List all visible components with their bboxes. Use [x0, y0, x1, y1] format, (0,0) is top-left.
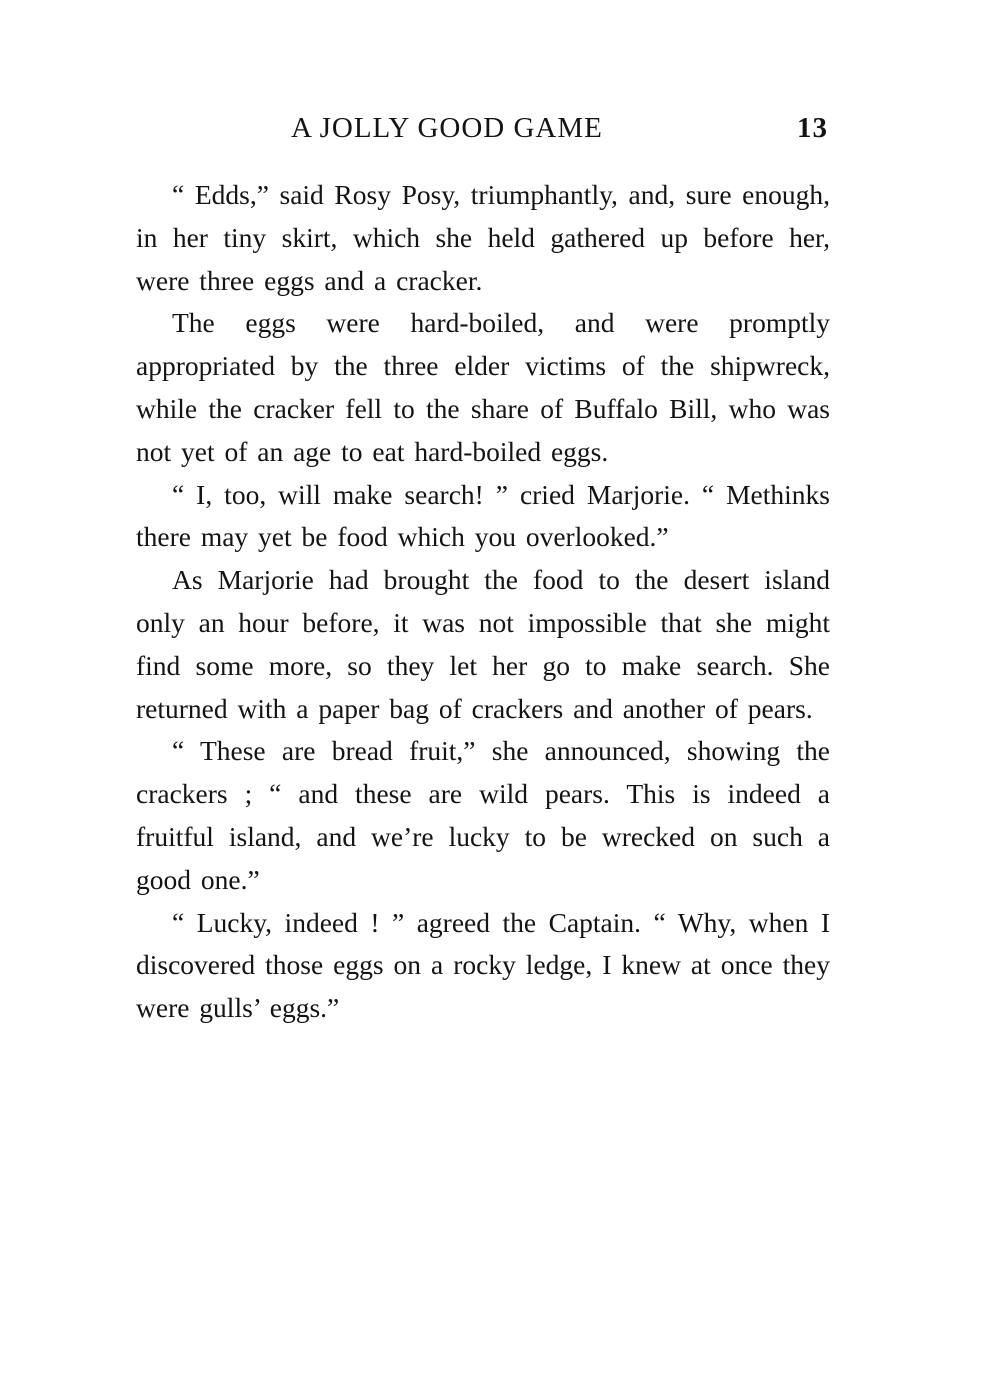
running-title: A JOLLY GOOD GAME — [291, 112, 603, 144]
page-number: 13 — [797, 112, 828, 144]
paragraph: “ I, too, will make search! ” cried Marjorie. “ Methinks there may yet be food which you overlooked.” — [136, 478, 830, 553]
body-text — [136, 174, 830, 1030]
paragraph: “ These are bread fruit,” she announced, showing the crackers ; “ and these are wild pears. This is indeed a fruitful island, and we’re lucky to be wrecked on such a good one.” — [136, 735, 830, 895]
book-page — [136, 108, 830, 1030]
paragraph: As Marjorie had brought the food to the desert island only an hour before, it was not impossible that she might find some more, so they let her go to make search. She returned with a paper bag of crackers and another of pears. — [136, 564, 830, 724]
running-header — [136, 108, 830, 158]
paragraph: “ Edds,” said Rosy Posy, triumphantly, and, sure enough, in her tiny skirt, which she held gathered up before her, were three eggs and a cracker. — [136, 179, 830, 296]
paragraph: The eggs were hard-boiled, and were promptly appropriated by the three elder victims of the shipwreck, while the cracker fell to the share of Buffalo Bill, who was not yet of an age to eat hard-boiled eggs. — [136, 307, 830, 467]
paragraph: “ Lucky, indeed ! ” agreed the Captain. “ Why, when I discovered those eggs on a rocky ledge, I knew at once they were gulls’ eggs.” — [136, 906, 830, 1024]
